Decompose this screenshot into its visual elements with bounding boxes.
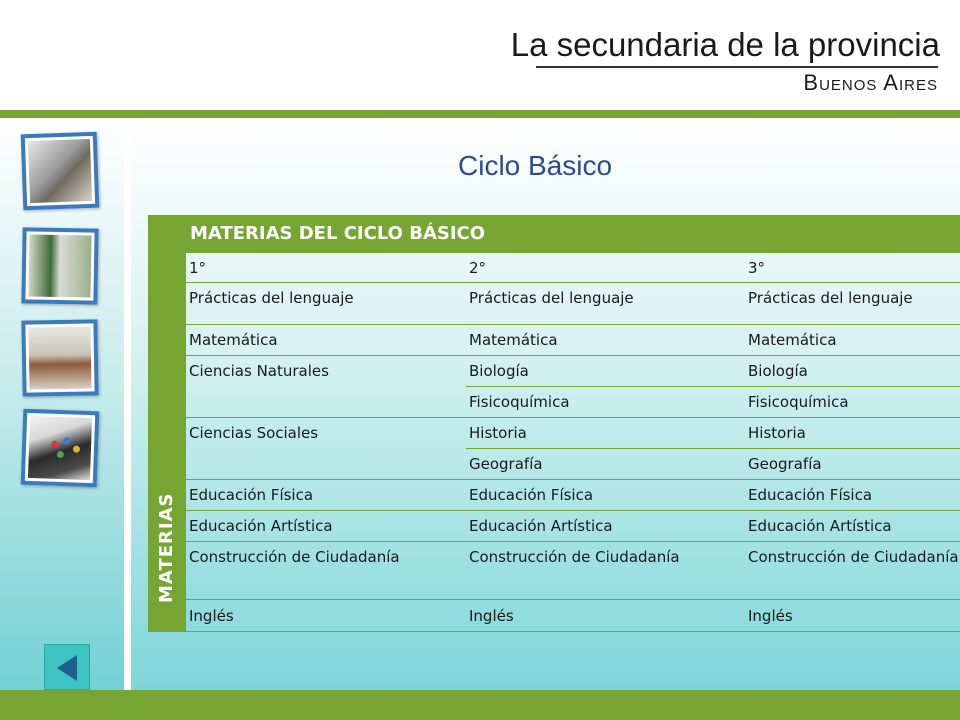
table-cell: Geografía — [748, 455, 822, 473]
table-cell: Matemática — [189, 331, 278, 349]
table-cell: Inglés — [748, 607, 793, 625]
bottom-accent-bar — [0, 690, 960, 720]
table-cell: Construcción de Ciudadanía — [748, 548, 959, 566]
table-cell: Geografía — [469, 455, 543, 473]
table-cell: Prácticas del lenguaje — [189, 289, 354, 307]
table-cell: Biología — [469, 362, 529, 380]
table-cell: Matemática — [748, 331, 837, 349]
table-cell: Fisicoquímica — [748, 393, 849, 411]
table-cell: Prácticas del lenguaje — [748, 289, 913, 307]
table-cell — [186, 449, 466, 480]
header-subtitle: Buenos Aires — [803, 70, 938, 95]
table-cell: Educación Física — [748, 486, 873, 504]
table-cell: Matemática — [469, 331, 558, 349]
table-cell: Biología — [748, 362, 808, 380]
vertical-label: MATERIAS — [156, 492, 177, 603]
table-cell: Construcción de Ciudadanía — [189, 548, 400, 566]
table-cell: Historia — [748, 424, 806, 442]
thumbnail-laptop-photo[interactable] — [21, 409, 100, 488]
table-cell: Educación Artística — [189, 517, 333, 535]
table-heading-text: MATERIAS DEL CICLO BÁSICO — [190, 223, 486, 244]
table-cell: Construcción de Ciudadanía — [469, 548, 680, 566]
table-cell: Ciencias Sociales — [189, 424, 319, 442]
table-cell: Educación Artística — [469, 517, 613, 535]
decor-dot — [63, 437, 70, 444]
back-arrow-icon — [57, 655, 77, 681]
back-button[interactable] — [44, 644, 90, 690]
photo-image — [28, 139, 92, 203]
decor-dot — [73, 445, 80, 452]
thumbnail-desk-photo[interactable] — [21, 319, 98, 396]
column-header: 2° — [469, 259, 487, 277]
photo-image — [28, 416, 92, 480]
table-cell: Fisicoquímica — [469, 393, 570, 411]
table-cell: Inglés — [469, 607, 514, 625]
row-divider — [186, 631, 960, 632]
table-cell: Educación Física — [469, 486, 594, 504]
table-heading — [186, 215, 960, 253]
table-cell: Inglés — [189, 607, 234, 625]
column-header: 1° — [189, 259, 207, 277]
top-accent-bar — [0, 110, 960, 118]
decor-dot — [57, 451, 64, 458]
header — [0, 0, 960, 110]
thumbnail-classroom-photo[interactable] — [21, 132, 100, 211]
table-cell — [186, 387, 466, 418]
table-cell: Educación Física — [189, 486, 314, 504]
table-cell: Historia — [469, 424, 527, 442]
thumbnail-teacher-photo[interactable] — [21, 227, 98, 304]
table-cell: Prácticas del lenguaje — [469, 289, 634, 307]
table-cell: Educación Artística — [748, 517, 892, 535]
slide-title: Ciclo Básico — [458, 150, 613, 181]
materias-side-label — [148, 215, 186, 632]
sidebar-divider — [124, 118, 131, 690]
photo-image — [28, 234, 91, 297]
header-divider — [536, 66, 938, 68]
table-cell: Ciencias Naturales — [189, 362, 329, 380]
header-title: La secundaria de la provincia — [510, 26, 940, 63]
decor-dot — [51, 441, 58, 448]
photo-image — [28, 326, 91, 389]
column-header: 3° — [748, 259, 766, 277]
